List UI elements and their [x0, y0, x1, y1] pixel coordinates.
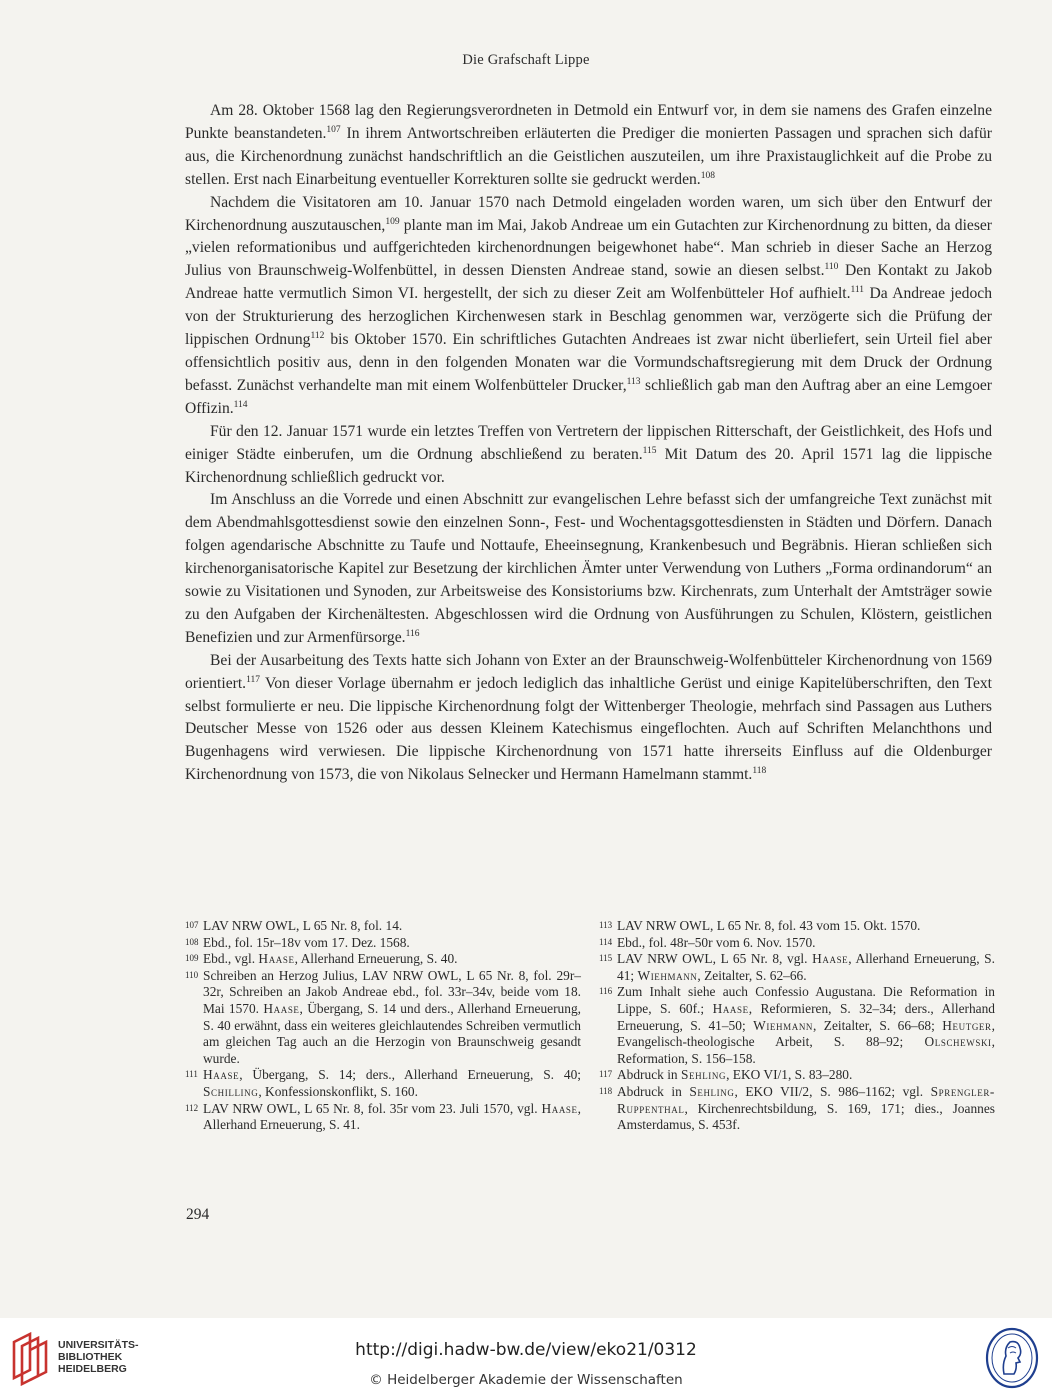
footnote-text: LAV NRW OWL, L 65 Nr. 8, fol. 35r vom 23. Juli 1570, vgl.	[203, 1100, 542, 1116]
author-name: Sprengler-Ruppenthal	[617, 1083, 995, 1116]
author-name: Sehling	[680, 1067, 727, 1083]
footnote-text: , Allerhand Erneuerung, S. 40.	[294, 951, 458, 967]
footnote-marker[interactable]: 108	[700, 170, 715, 181]
paragraph-text: Nachdem die Visitatoren am 10. Januar 1570 nach Detmold eingeladen worden waren, um sich über den Entwurf der Kirchenordnung auszutauschen,	[185, 193, 992, 234]
author-name: Haase	[258, 951, 295, 967]
footnote-number: 109	[185, 953, 199, 964]
footnote-text: , Übergang, S. 14; ders., Allerhand Erneuerung, S. 40;	[239, 1067, 581, 1083]
hadw-seal-icon[interactable]	[984, 1326, 1040, 1390]
paragraph-text: bis Oktober 1570. Ein schriftliches Gutachten Andreaes ist zwar nicht überliefert, sein Urteil fiel aber offensichtlich positiv aus, denn in den folgenden Monaten war die Vormundschaftsregierung mit dem Druck der Ordnung befasst. Zunächst verhandelte man mit einem Wolfenbütteler Drucker,	[185, 331, 993, 394]
library-name-line: HEIDELBERG	[58, 1363, 127, 1375]
footnote	[599, 951, 995, 984]
footnote-text: , Allerhand Erneuerung, S. 41;	[617, 951, 995, 983]
page-number: 294	[186, 1206, 210, 1223]
footnote-text: , Allerhand Erneuerung, S. 41.	[203, 1100, 581, 1133]
footnote-marker[interactable]: 113	[626, 376, 641, 387]
footnote-text: , Reformieren, S. 32–34; ders., Allerhand Erneuerung, S. 41–50;	[617, 1000, 996, 1033]
author-name: Heutger	[942, 1017, 992, 1033]
footnote-marker[interactable]: 111	[850, 285, 865, 296]
footnote-text: , Übergang, S. 14 und ders., Allerhand Erneuerung, S. 40 erwähnt, dass ein weiteres gleichlautendes Schreiben vermutlich am gleichen Tag auch an die Herzogin von Braunschweig gesandt wurde.	[203, 1000, 581, 1066]
footnote-text: LAV NRW OWL, L 65 Nr. 8, fol. 43 vom 15. Okt. 1570.	[617, 918, 921, 933]
footnote-marker[interactable]: 110	[824, 262, 839, 273]
author-name: Sehling	[689, 1083, 735, 1099]
footnote-number: 116	[599, 986, 613, 997]
footnote-number: 112	[185, 1102, 199, 1113]
footnote-text: Schreiben an Herzog Julius, LAV NRW OWL, L 65 Nr. 8, fol. 29r–32r, Schreiben an Jakob Andreae ebd., fol. 33r–34v, beide vom 18. Mai 1570.	[203, 967, 581, 1016]
footnote	[185, 935, 581, 952]
footnote-text: LAV NRW OWL, L 65 Nr. 8, fol. 14.	[203, 918, 403, 933]
footnote-marker[interactable]: 112	[310, 331, 325, 342]
footnote-text: , Zeitalter, S. 62–66.	[697, 967, 807, 983]
footnotes-right-column	[599, 918, 995, 1134]
paragraph-text: Am 28. Oktober 1568 lag den Regierungsverordneten in Detmold ein Entwurf vor, in dem sie namens des Grafen einzelne Punkte beanstandeten.	[185, 102, 992, 142]
footnote-number: 114	[599, 936, 613, 947]
paragraph-text: schließlich gab man den Auftrag aber an eine Lemgoer Offizin.	[185, 376, 992, 417]
footnote-text: Abdruck in	[617, 1083, 690, 1099]
footnote-text: Ebd., fol. 15r–18v vom 17. Dez. 1568.	[203, 934, 410, 950]
footnote-number: 115	[599, 953, 613, 964]
footnote-marker[interactable]: 107	[326, 124, 341, 135]
footnote	[185, 1101, 581, 1134]
library-name-line: UNIVERSITÄTS-	[58, 1339, 139, 1351]
author-name: Schilling	[203, 1083, 259, 1099]
author-name: Haase	[263, 1000, 300, 1016]
footnote-marker[interactable]: 109	[385, 216, 400, 227]
footnote-text: Zum Inhalt siehe auch Confessio Augustana. Die Reformation in Lippe, S. 60f.;	[617, 984, 995, 1016]
paragraph-text: Für den 12. Januar 1571 wurde ein letztes Treffen von Vertretern der lippischen Ritterschaft, der Geistlichkeit, des Hofs und einiger Städte einberufen, um die Ordnung abschließend zu beraten.	[185, 422, 992, 463]
footnote-text: , Konfessionskonflikt, S. 160.	[258, 1083, 418, 1099]
footnote-text: Abdruck in	[617, 1067, 681, 1083]
footnote-text: , EKO VI/1, S. 83–280.	[726, 1067, 853, 1083]
paragraph-text: In ihrem Antwortschreiben erläuterten die Prediger die monierten Passagen und sprachen sich dafür aus, die Kirchenordnung zunächst handschriftlich an die Geistlichen auszuteilen, um ihre Praxistauglichkeit auf die Probe zu stellen. Erst nach Einarbeitung eventueller Korrekturen sollte sie gedruckt werden.	[185, 124, 992, 188]
footnote-number: 111	[185, 1069, 198, 1080]
footnote-text: , Reformation, S. 156–158.	[617, 1034, 995, 1066]
footnote-number: 118	[599, 1085, 613, 1096]
footnote-number: 110	[185, 969, 199, 980]
footnote	[599, 984, 995, 1067]
author-name: Wiehmann	[753, 1017, 814, 1033]
footnote	[599, 1084, 995, 1134]
footnote	[599, 935, 995, 952]
author-name: Olschewski	[924, 1034, 992, 1050]
footnote-text: , Zeitalter, S. 66–68;	[813, 1017, 943, 1033]
footnotes	[185, 918, 995, 1134]
footnote-text: , EKO VII/2, S. 986–1162; vgl.	[734, 1083, 931, 1099]
paragraph	[185, 650, 992, 787]
footnote-number: 108	[185, 936, 199, 947]
author-name: Wiehmann	[637, 967, 698, 983]
author-name: Haase	[203, 1067, 240, 1083]
paragraph	[185, 192, 992, 421]
footnote-marker[interactable]: 114	[233, 399, 248, 410]
footnote-text: Ebd., vgl.	[203, 951, 259, 967]
paragraph	[185, 421, 992, 490]
footnote	[185, 918, 581, 935]
paragraph	[185, 489, 992, 649]
footnote-marker[interactable]: 117	[246, 674, 260, 685]
footnote-text: , Evangelisch-theologische Arbeit, S. 88–92;	[617, 1017, 995, 1050]
paragraph-text: Den Kontakt zu Jakob Andreae hatte vermutlich Simon VI. hergestellt, der sich zu dieser Zeit am Wolfenbütteler Hof aufhielt.	[185, 262, 992, 303]
footnote	[185, 951, 581, 968]
permalink-url[interactable]: http://digi.hadw-bw.de/view/eko21/0312	[355, 1340, 697, 1360]
footnote-number: 113	[599, 920, 613, 930]
running-head: Die Grafschaft Lippe	[462, 52, 590, 68]
footnotes-left-column	[185, 918, 581, 1134]
paragraph	[185, 100, 992, 192]
footnote	[185, 968, 581, 1068]
footnote-text: Ebd., fol. 48r–50r vom 6. Nov. 1570.	[617, 934, 816, 950]
copyright-notice: © Heidelberger Akademie der Wissenschaften	[369, 1372, 683, 1388]
footnote-marker[interactable]: 115	[642, 445, 657, 456]
paragraph-text: plante man im Mai, Jakob Andreae um ein Gutachten zur Kirchenordnung zu bitten, da dieser „vielen reformationibus und auffgerichteden kirchenordnungen beigewhonet habe“. Man schrieb in dieser Sache an Herzog Julius von Braunschweig-Wolfenbüttel, in dessen Diensten Andreae stand, sowie an diesen selbst.	[185, 216, 992, 280]
footnote-marker[interactable]: 118	[752, 766, 767, 777]
author-name: Haase	[541, 1100, 578, 1116]
paragraph-text: Da Andreae jedoch von der Strukturierung des herzoglichen Kirchenwesen stark in Beschlag genommen war, verzögerte sich die Prüfung der lippischen Ordnung	[185, 285, 992, 349]
paragraph-text: Im Anschluss an die Vorrede und einen Abschnitt zur evangelischen Lehre befasst sich der umfangreiche Text zunächst mit dem Abendmahlsgottesdienst sowie den einzelnen Sonn-, Fest- und Wochentagsgottesdiensten in Städten und Dörfern. Danach folgen agendarische Abschnitte zu Taufe und Nottaufe, Eheeinsegnung, Krankenbesuch und Begräbnis. Hieran schließen sich kirchenorganisatorische Kapitel zur Besetzung der kirchlichen Ämter unter Verwendung von Luthers „Forma ordinandorum“ an sowie zu Visitationen und Synoden, zur Arbeitsweise des Konsistoriums bzw. Kirchenrats, zum Unterhalt der Amtsträger sowie zu den Aufgaben der Kirchenältesten. Abgeschlossen wird die Ordnung von Ausführungen zu Schulen, Klöstern, geistlichen Benefizien und zur Armenfürsorge.	[185, 491, 992, 646]
footnote	[185, 1067, 581, 1100]
footnote-text: LAV NRW OWL, L 65 Nr. 8, vgl.	[617, 951, 813, 967]
paragraph-text: Bei der Ausarbeitung des Texts hatte sich Johann von Exter an der Braunschweig-Wolfenbütteler Kirchenordnung von 1569 orientiert.	[185, 651, 992, 692]
author-name: Haase	[712, 1000, 749, 1016]
footnote-marker[interactable]: 116	[405, 628, 420, 639]
footnote-text: , Kirchenrechtsbildung, S. 169, 171; dies., Joannes Amsterdamus, S. 453f.	[617, 1100, 995, 1133]
footnote	[599, 1067, 995, 1084]
footnote	[599, 918, 995, 935]
footer-bar	[0, 1318, 1052, 1398]
footnote-number: 117	[599, 1069, 613, 1080]
paragraph-text: Mit Datum des 20. April 1571 lag die lippische Kirchenordnung schließlich gedruckt vor.	[185, 445, 993, 486]
author-name: Haase	[812, 951, 849, 967]
footnote-number: 107	[185, 920, 199, 930]
paragraph-text: Von dieser Vorlage übernahm er jedoch lediglich das inhaltliche Gerüst und einige Kapitelüberschriften, den Text selbst formulierte er neu. Die lippische Kirchenordnung folgt der Wittenberger Theologie, mehrfach sind Passagen aus Luthers Deutscher Messe von 1526 oder aus dessen Kleinem Katechismus eingeflochten. Auch auf Schriften Melanchthons und Bugenhagens wird verwiesen. Die lippische Kirchenordnung von 1571 hatte ihrerseits Einfluss auf die Oldenburger Kirchenordnung von 1573, die von Nikolaus Selnecker und Hermann Hamelmann stammt.	[185, 674, 992, 784]
library-name-line: BIBLIOTHEK	[58, 1351, 123, 1363]
main-text	[185, 100, 992, 787]
